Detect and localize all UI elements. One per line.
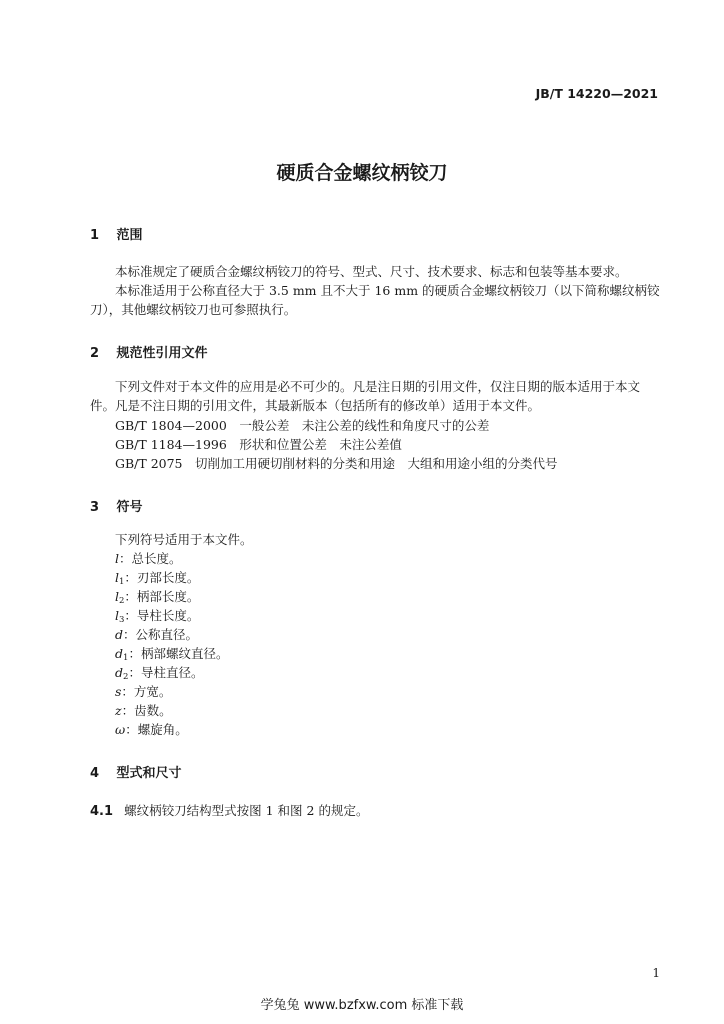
section-number: 1	[90, 228, 100, 243]
symbol-subscript: 1	[119, 577, 125, 587]
clause-4-1	[90, 801, 368, 819]
section-4-heading	[90, 762, 182, 781]
normative-references-paragraph: 下列文件对于本文件的应用是必不可少的。凡是注日期的引用文件，仅注日期的版本适用于本文件。凡是不注日期的引用文件，其最新版本（包括所有的修改单）适用于本文件。	[90, 379, 641, 413]
section-title: 型式和尺寸	[116, 766, 182, 781]
symbol-subscript: 2	[123, 672, 129, 682]
symbol: s	[115, 684, 122, 699]
reference-item: GB/T 1804—2000 一般公差 未注公差的线性和角度尺寸的公差	[115, 418, 490, 433]
symbol-item	[115, 663, 203, 682]
symbol-subscript: 1	[123, 653, 129, 663]
clause-text: 螺纹柄铰刀结构型式按图 1 和图 2 的规定。	[124, 803, 369, 818]
symbols-intro: 下列符号适用于本文件。	[115, 532, 253, 547]
section-1-heading	[90, 224, 143, 243]
symbol-description: ：齿数。	[121, 703, 172, 718]
scope-paragraph-1: 本标准规定了硬质合金螺纹柄铰刀的符号、型式、尺寸、技术要求、标志和包装等基本要求。	[115, 264, 628, 279]
symbol-item	[115, 549, 182, 568]
standard-number: JB/T 14220—2021	[535, 86, 658, 101]
symbol-item	[115, 644, 228, 663]
symbol-description: ：柄部螺纹直径。	[128, 646, 229, 661]
clause-number: 4.1	[90, 804, 114, 819]
symbol-subscript: 3	[119, 615, 125, 625]
section-title: 符号	[116, 500, 143, 515]
symbol-item	[115, 606, 199, 625]
symbol-item	[115, 568, 199, 587]
symbol-item	[115, 625, 198, 644]
section-title: 规范性引用文件	[116, 346, 208, 361]
symbol-description: ：导柱直径。	[128, 665, 204, 680]
symbol: l	[115, 551, 119, 566]
scope-paragraph-2: 本标准适用于公称直径大于 3.5 mm 且不大于 16 mm 的硬质合金螺纹柄铰刀（以下简称螺纹柄铰刀），其他螺纹柄铰刀也可参照执行。	[90, 283, 660, 317]
symbol: z	[115, 703, 122, 718]
footer-watermark: 学兔兔 www.bzfxw.com 标准下载	[260, 998, 464, 1013]
symbol-description: ：导柱长度。	[124, 608, 200, 623]
document-title: 硬质合金螺纹柄铰刀	[276, 162, 448, 184]
symbol-item	[115, 682, 171, 701]
section-title: 范围	[116, 228, 143, 243]
symbol: l	[115, 570, 119, 585]
page-number: 1	[652, 966, 660, 980]
symbol: d	[115, 646, 124, 661]
symbol: l	[115, 589, 119, 604]
symbol: ω	[115, 722, 126, 737]
reference-item: GB/T 2075 切削加工用硬切削材料的分类和用途 大组和用途小组的分类代号	[115, 456, 558, 471]
symbol-subscript: 2	[119, 596, 125, 606]
section-number: 2	[90, 346, 100, 361]
symbol-description: ：刃部长度。	[124, 570, 200, 585]
symbol: d	[115, 665, 124, 680]
symbol-description: ：螺旋角。	[125, 722, 188, 737]
reference-item: GB/T 1184—1996 形状和位置公差 未注公差值	[115, 437, 402, 452]
section-number: 4	[90, 766, 100, 781]
section-number: 3	[90, 500, 100, 515]
symbol: l	[115, 608, 119, 623]
section-2-heading	[90, 342, 208, 361]
symbol-item	[115, 701, 172, 720]
symbol-description: ：柄部长度。	[124, 589, 200, 604]
symbol: d	[115, 627, 124, 642]
symbol-item	[115, 720, 188, 739]
symbol-description: ：公称直径。	[123, 627, 199, 642]
symbol-item	[115, 587, 199, 606]
section-3-heading	[90, 496, 143, 515]
symbol-description: ：方宽。	[121, 684, 172, 699]
symbol-description: ：总长度。	[119, 551, 182, 566]
